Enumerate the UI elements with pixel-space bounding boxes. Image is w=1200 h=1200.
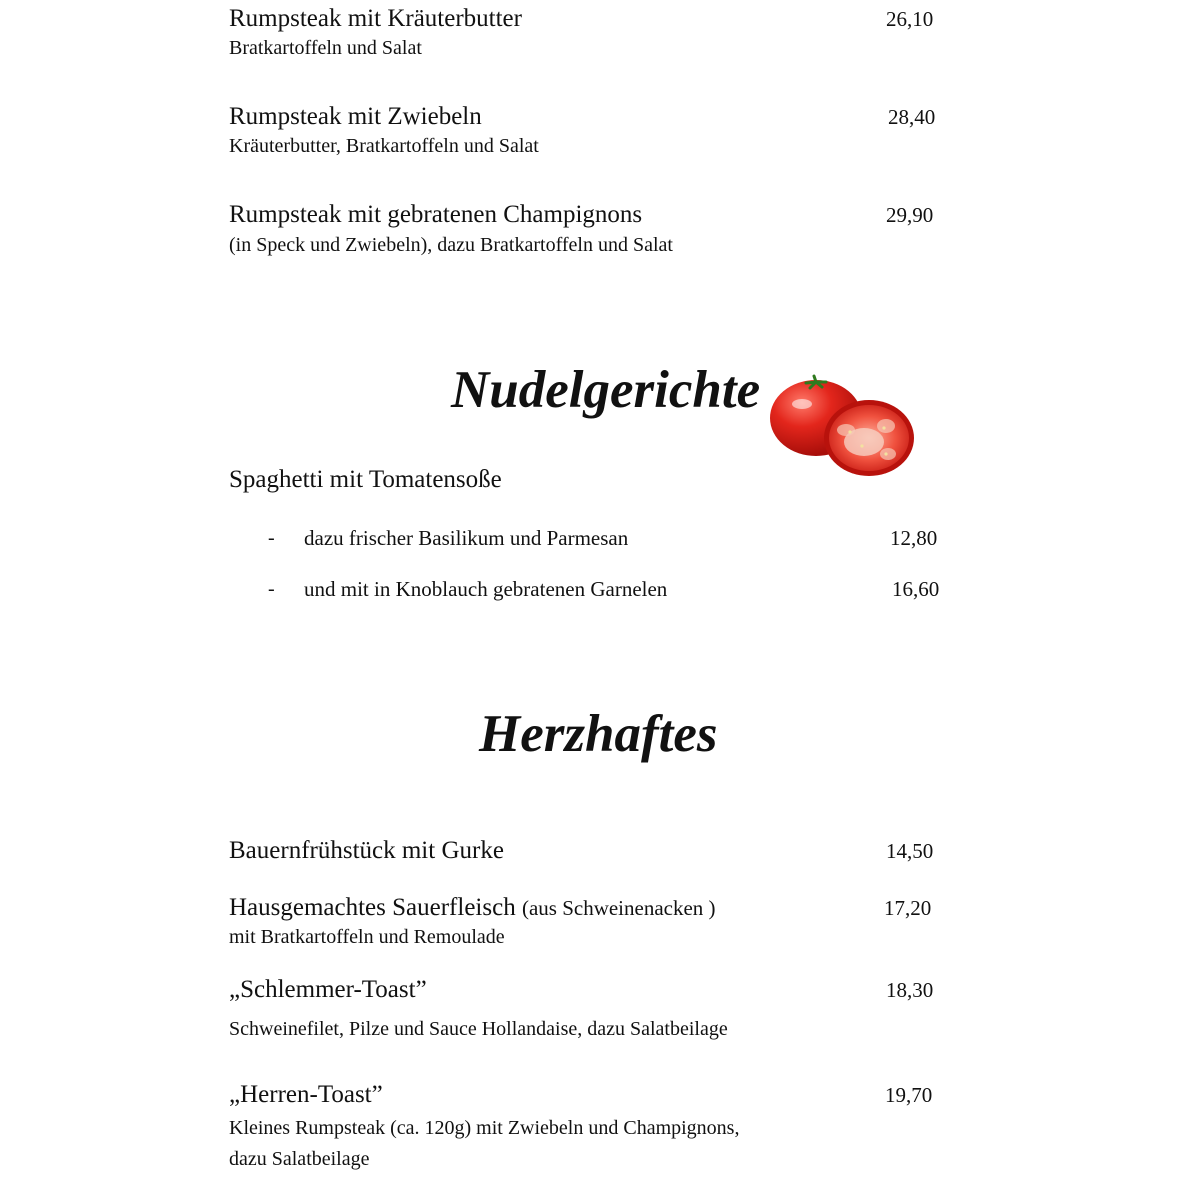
menu-item-description: Bratkartoffeln und Salat	[229, 37, 422, 59]
menu-item-price: 14,50	[886, 839, 934, 863]
menu-item-title-main: Hausgemachtes Sauerfleisch	[229, 894, 516, 921]
menu-item-title: „Schlemmer-Toast”	[229, 976, 427, 1003]
menu-item-description: Kräuterbutter, Bratkartoffeln und Salat	[229, 135, 539, 157]
menu-item-price: 18,30	[886, 978, 934, 1002]
menu-item-description: Kleines Rumpsteak (ca. 120g) mit Zwiebeln und Champignons,	[229, 1117, 740, 1139]
menu-item-price: 12,80	[890, 526, 938, 550]
menu-item-description: (in Speck und Zwiebeln), dazu Bratkartoffeln und Salat	[229, 234, 673, 256]
menu-item-price: 16,60	[892, 577, 940, 601]
tomato-icon	[766, 372, 916, 482]
menu-item-description: mit Bratkartoffeln und Remoulade	[229, 926, 505, 948]
bullet-dash: -	[268, 578, 275, 600]
menu-item-price: 26,10	[886, 7, 934, 31]
menu-item-title: „Herren-Toast”	[229, 1081, 383, 1108]
bullet-dash: -	[268, 527, 275, 549]
menu-option-text: und mit in Knoblauch gebratenen Garnelen	[304, 577, 668, 601]
menu-item-title: Spaghetti mit Tomatensoße	[229, 466, 502, 493]
menu-item-description: dazu Salatbeilage	[229, 1148, 370, 1170]
section-heading-nudelgerichte: Nudelgerichte	[451, 361, 761, 419]
menu-item-price: 19,70	[885, 1083, 933, 1107]
menu-item-title: Rumpsteak mit Kräuterbutter	[229, 5, 522, 32]
menu-item-title-note: (aus Schweinenacken )	[521, 896, 716, 920]
section-heading-herzhaftes: Herzhaftes	[479, 705, 718, 763]
menu-item-price: 28,40	[888, 105, 936, 129]
menu-option-text: dazu frischer Basilikum und Parmesan	[304, 526, 629, 550]
menu-item-title: Bauernfrühstück mit Gurke	[229, 837, 504, 864]
menu-item-title	[229, 893, 716, 923]
menu-item-price: 17,20	[884, 896, 932, 920]
menu-item-price: 29,90	[886, 203, 934, 227]
menu-item-title: Rumpsteak mit gebratenen Champignons	[229, 201, 643, 228]
menu-item-title: Rumpsteak mit Zwiebeln	[229, 103, 482, 130]
menu-item-description: Schweinefilet, Pilze und Sauce Hollandaise, dazu Salatbeilage	[229, 1018, 728, 1040]
